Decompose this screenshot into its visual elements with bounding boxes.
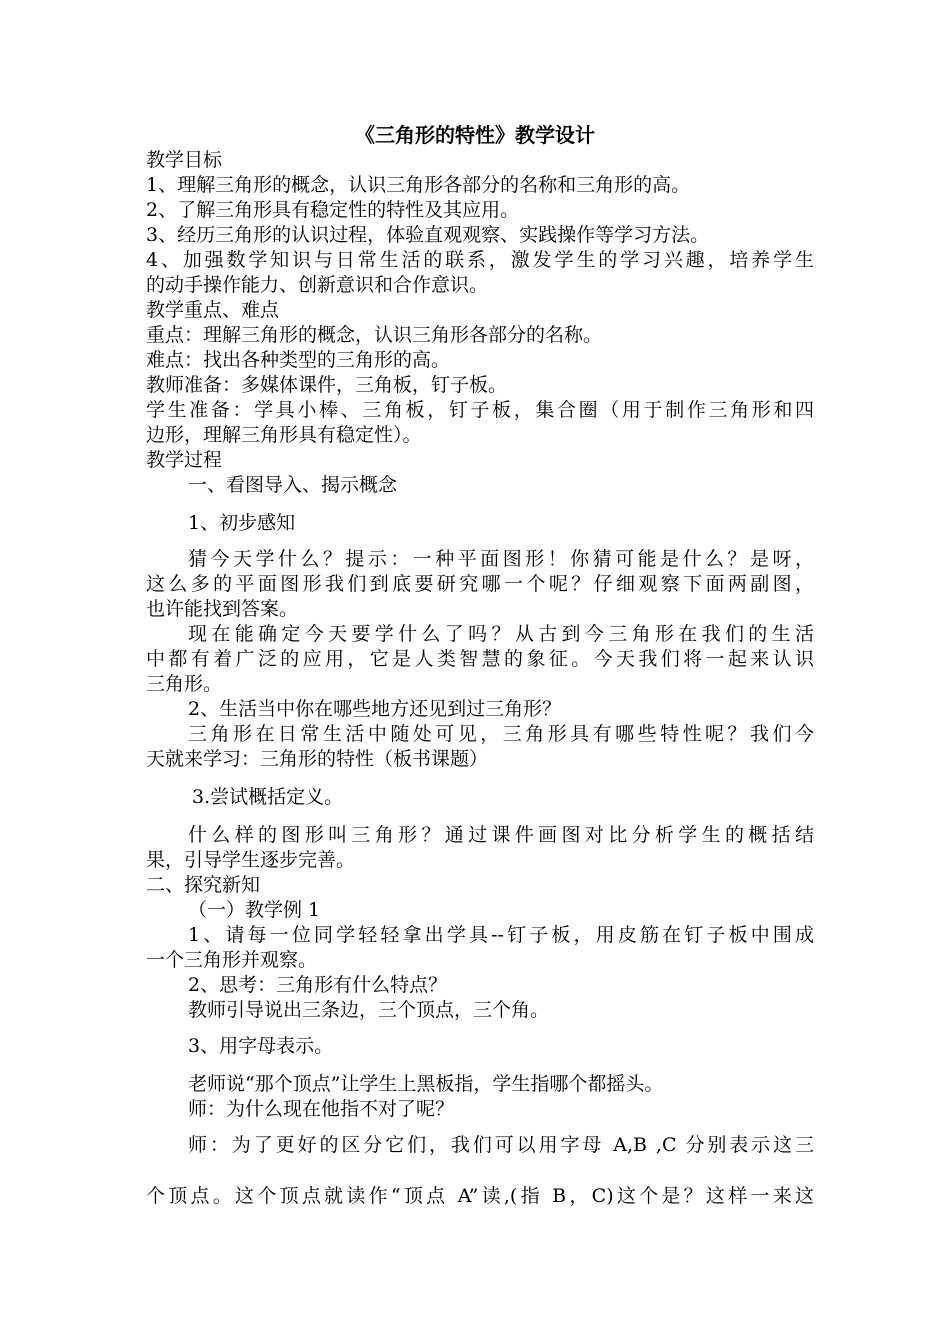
objective-1: 1、理解三角形的概念，认识三角形各部分的名称和三角形的高。 [146, 174, 691, 196]
paragraph-guess [146, 547, 814, 772]
dialogue-3 [146, 1133, 814, 1158]
objective-4-line-2: 的动手操作能力、创新意识和合作意识。 [146, 274, 489, 296]
paragraph-now-line-3: 三角形。 [146, 673, 223, 695]
difficult-point: 难点：找出各种类型的三角形的高。 [146, 349, 451, 371]
heading-process: 教学过程 [146, 449, 223, 471]
heading-key-points: 教学重点、难点 [146, 299, 280, 321]
paragraph-now-line-2: 中都有着广泛的应用，它是人类智慧的象征。今天我们将一起来认识 [146, 648, 814, 670]
paragraph-guess-line-2: 这么多的平面图形我们到底要研究哪一个呢？仔细观察下面两副图， [146, 573, 814, 595]
example-1-title: （一）教学例 1 [188, 899, 321, 921]
task-1-line-2: 一个三角形并观察。 [146, 949, 318, 971]
section-1-title: 一、看图导入、揭示概念 [188, 474, 398, 496]
paragraph-now-line-1: 现在能确定今天要学什么了吗？从古到今三角形在我们的生活 [188, 623, 814, 645]
key-point: 重点：理解三角形的概念，认识三角形各部分的名称。 [146, 324, 603, 346]
paragraph-definition-line-2: 果，引导学生逐步完善。 [146, 849, 356, 871]
paragraph-definition [146, 823, 814, 1023]
step-2-title: 2、生活当中你在哪些地方还见到过三角形？ [188, 698, 562, 720]
paragraph-definition-line-1: 什么样的图形叫三角形？通过课件画图对比分析学生的概括结 [188, 824, 814, 846]
objective-3: 3、经历三角形的认识过程，体验直观观察、实践操作等学习方法。 [146, 224, 710, 246]
step-1 [146, 511, 814, 536]
dialogue [146, 1072, 814, 1122]
document-title: 《三角形的特性》教学设计 [355, 123, 595, 147]
section-1-heading [146, 473, 814, 498]
dialogue-line-4: 个顶点。这个顶点就读作“顶点 A”读,(指 B，C)这个是？这样一来这 [146, 1185, 814, 1207]
student-preparation-line-1: 学生准备：学具小棒、三角板，钉子板，集合圈（用于制作三角形和四 [146, 399, 814, 421]
paragraph-daily-line-1: 三角形在日常生活中随处可见，三角形具有哪些特性呢？我们今 [188, 723, 814, 745]
section-2-title: 二、探究新知 [146, 874, 261, 896]
step-1-title: 1、初步感知 [188, 512, 296, 534]
teacher-preparation: 教师准备：多媒体课件，三角板，钉子板。 [146, 374, 508, 396]
step-letters [146, 1034, 814, 1059]
step-3 [146, 785, 814, 810]
dialogue-line-2: 师：为什么现在他指不对了呢？ [188, 1098, 455, 1120]
objective-2: 2、了解三角形具有稳定性的特性及其应用。 [146, 199, 520, 221]
task-1-line-1: 1、请每一位同学轻轻拿出学具--钉子板，用皮筋在钉子板中围成 [188, 924, 814, 946]
objectives-section [146, 148, 814, 473]
dialogue-4 [146, 1184, 814, 1209]
step-letters-title: 3、用字母表示。 [188, 1035, 334, 1057]
teacher-guidance: 教师引导说出三条边，三个顶点，三个角。 [188, 999, 550, 1021]
heading-objectives: 教学目标 [146, 149, 223, 171]
paragraph-guess-line-1: 猜今天学什么？提示：一种平面图形！你猜可能是什么？是呀， [188, 548, 814, 570]
objective-4-line-1: 4、加强数学知识与日常生活的联系，激发学生的学习兴趣，培养学生 [146, 249, 814, 271]
step-3-title: 3.尝试概括定义。 [192, 786, 344, 808]
dialogue-line-1: 老师说“那个顶点”让学生上黑板指，学生指哪个都摇头。 [188, 1073, 664, 1095]
paragraph-guess-line-3: 也许能找到答案。 [146, 598, 299, 620]
paragraph-daily-line-2: 天就来学习：三角形的特性（板书课题） [146, 748, 489, 770]
student-preparation-line-2: 边形，理解三角形具有稳定性）。 [146, 424, 422, 446]
dialogue-line-3: 师：为了更好的区分它们，我们可以用字母 A,B ,C 分别表示这三 [188, 1134, 814, 1156]
task-2: 2、思考：三角形有什么特点？ [188, 974, 448, 996]
